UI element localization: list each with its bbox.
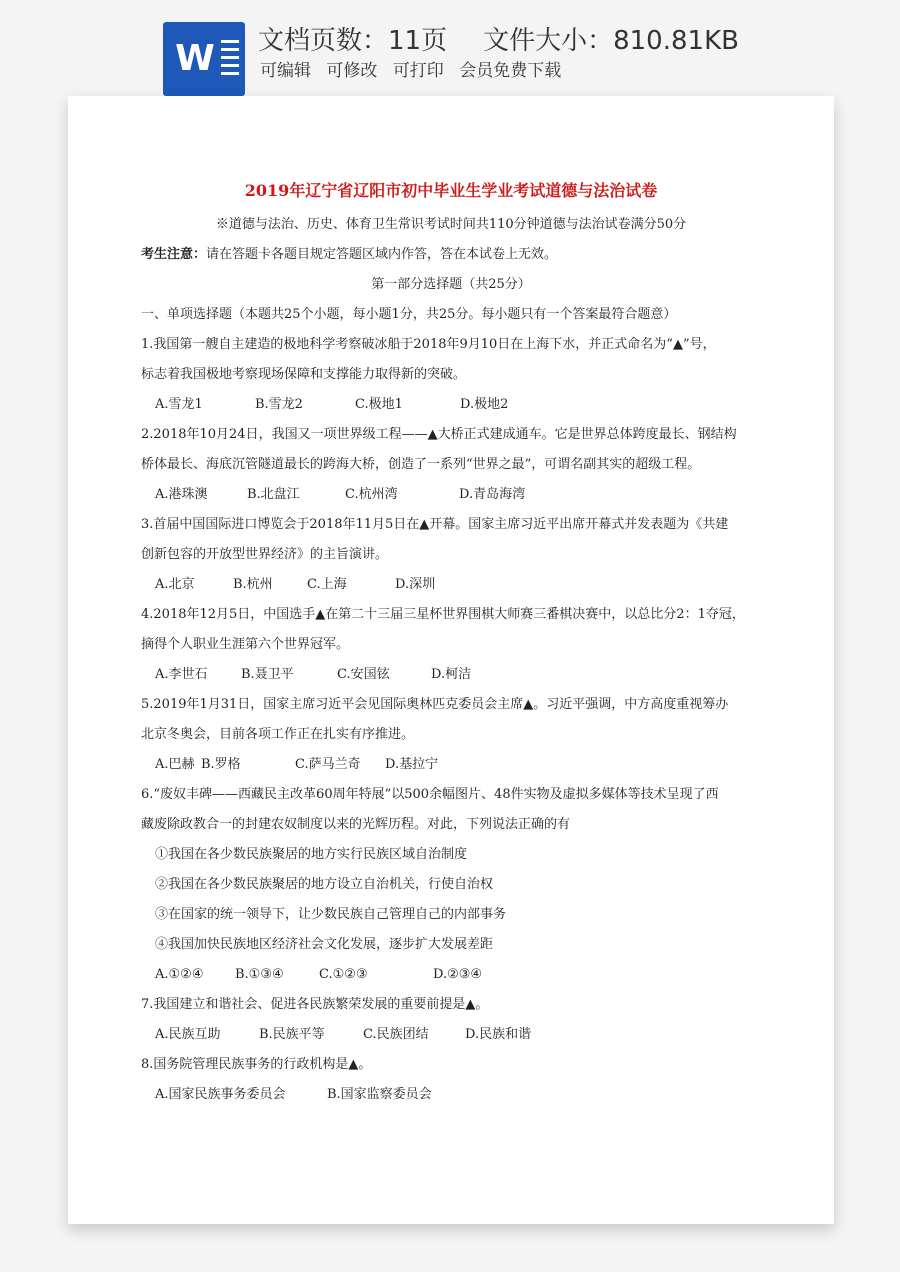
answer-option: B.国家监察委员会 [327,1087,432,1102]
answer-option: B.聂卫平 [241,667,294,682]
word-icon-letter: W [175,38,215,79]
answer-options [141,480,761,510]
question-text-line: 创新包容的开放型世界经济》的主旨演讲。 [141,547,389,562]
document-content [141,176,761,1110]
answer-option: C.杭州湾 [345,487,398,502]
answer-option: D.柯洁 [431,667,472,682]
feature-list [260,56,571,81]
answer-option: C.安国铉 [337,667,390,682]
section-heading: 一、单项选择题（本题共25个小题，每小题1分，共25分。每小题只有一个答案最符合题意） [141,307,677,322]
answer-option: B.罗格 [201,757,241,772]
feature-member-download: 会员免费下载 [459,61,562,81]
answer-options [141,1080,761,1110]
answer-option: B.北盘江 [247,487,300,502]
exam-title: 2019年辽宁省辽阳市初中毕业生学业考试道德与法治试卷 [244,181,658,200]
answer-option: C.①②③ [319,967,368,982]
answer-options [141,390,761,420]
answer-option: D.②③④ [433,967,483,982]
answer-option: A.巴赫 [155,757,195,772]
answer-option: A.①②④ [155,967,204,982]
document-meta [258,20,739,57]
question-statement: ①我国在各少数民族聚居的地方实行民族区域自治制度 [155,847,468,862]
question-text-line: 2.2018年10月24日，我国又一项世界级工程——▲大桥正式建成通车。它是世界总体跨度最长、钢结构 [141,427,737,442]
feature-modifiable: 可修改 [326,61,378,81]
answer-option: D.民族和谐 [465,1027,532,1042]
question-text-line: 摘得个人职业生涯第六个世界冠军。 [141,637,350,652]
answer-option: D.基拉宁 [385,757,439,772]
question-text-line: 8.国务院管理民族事务的行政机构是▲。 [141,1057,372,1072]
part-heading: 第一部分选择题（共25分） [371,277,531,292]
feature-printable: 可打印 [392,61,444,81]
question-text-line: 5.2019年1月31日，国家主席习近平会见国际奥林匹克委员会主席▲。习近平强调，中方高度重视筹办 [141,697,729,712]
question-statement: ③在国家的统一领导下，让少数民族自己管理自己的内部事务 [155,907,507,922]
question-text-line: 1.我国第一艘自主建造的极地科学考察破冰船于2018年9月10日在上海下水，并正式命名为“▲”号， [141,337,716,352]
answer-option: A.李世石 [155,667,208,682]
answer-option: A.民族互助 [155,1027,221,1042]
feature-editable: 可编辑 [260,61,311,81]
word-document-icon [163,22,245,96]
question-text-line: 藏废除政教合一的封建农奴制度以来的光辉历程。对此，下列说法正确的有 [141,817,571,832]
notice-label: 考生注意： [141,247,207,262]
question-text-line: 标志着我国极地考察现场保障和支撑能力取得新的突破。 [141,367,467,382]
answer-options [141,1020,761,1050]
question-text-line: 北京冬奥会，目前各项工作正在扎实有序推进。 [141,727,415,742]
file-size: 文件大小：810.81KB [483,26,739,56]
answer-options [141,570,761,600]
question-text-line: 4.2018年12月5日，中国选手▲在第二十三届三星杯世界围棋大师赛三番棋决赛中，以总比分2：1夺冠， [141,607,745,622]
document-page [68,96,834,1224]
answer-option: A.港珠澳 [155,487,208,502]
answer-option: C.民族团结 [363,1027,429,1042]
question-statement: ④我国加快民族地区经济社会文化发展，逐步扩大发展差距 [155,937,494,952]
answer-option: B.杭州 [233,577,273,592]
exam-subtitle: ※道德与法治、历史、体育卫生常识考试时间共110分钟道德与法治试卷满分50分 [215,217,687,232]
answer-option: C.萨马兰奇 [295,757,361,772]
answer-option: A.北京 [155,577,195,592]
answer-option: B.①③④ [235,967,284,982]
question-text-line: 3.首届中国国际进口博览会于2018年11月5日在▲开幕。国家主席习近平出席开幕式并发表题为《共建 [141,517,729,532]
question-list [141,330,761,1110]
question-text-line: 7.我国建立和谐社会、促进各民族繁荣发展的重要前提是▲。 [141,997,489,1012]
answer-options [141,960,761,990]
answer-option: A.雪龙1 [155,397,203,412]
answer-option: D.青岛海湾 [459,487,526,502]
answer-option: B.雪龙2 [255,397,303,412]
answer-option: A.国家民族事务委员会 [155,1087,286,1102]
exam-notice [141,240,761,270]
notice-text: 请在答题卡各题目规定答题区域内作答，答在本试卷上无效。 [206,247,558,262]
answer-option: C.极地1 [355,397,403,412]
page-count: 文档页数：11页 [258,26,448,56]
answer-option: B.民族平等 [259,1027,325,1042]
question-statement: ②我国在各少数民族聚居的地方设立自治机关，行使自治权 [155,877,494,892]
document-info-banner [0,0,900,100]
answer-options [141,660,761,690]
answer-option: D.深圳 [395,577,436,592]
answer-option: D.极地2 [460,397,509,412]
question-text-line: 6.“废奴丰碑——西藏民主改革60周年特展”以500余幅图片、48件实物及虚拟多媒体等技术呈现了西 [141,787,719,802]
answer-option: C.上海 [307,577,347,592]
answer-options [141,750,761,780]
question-text-line: 桥体最长、海底沉管隧道最长的跨海大桥，创造了一系列“世界之最”，可谓名副其实的超级工程。 [141,457,701,472]
